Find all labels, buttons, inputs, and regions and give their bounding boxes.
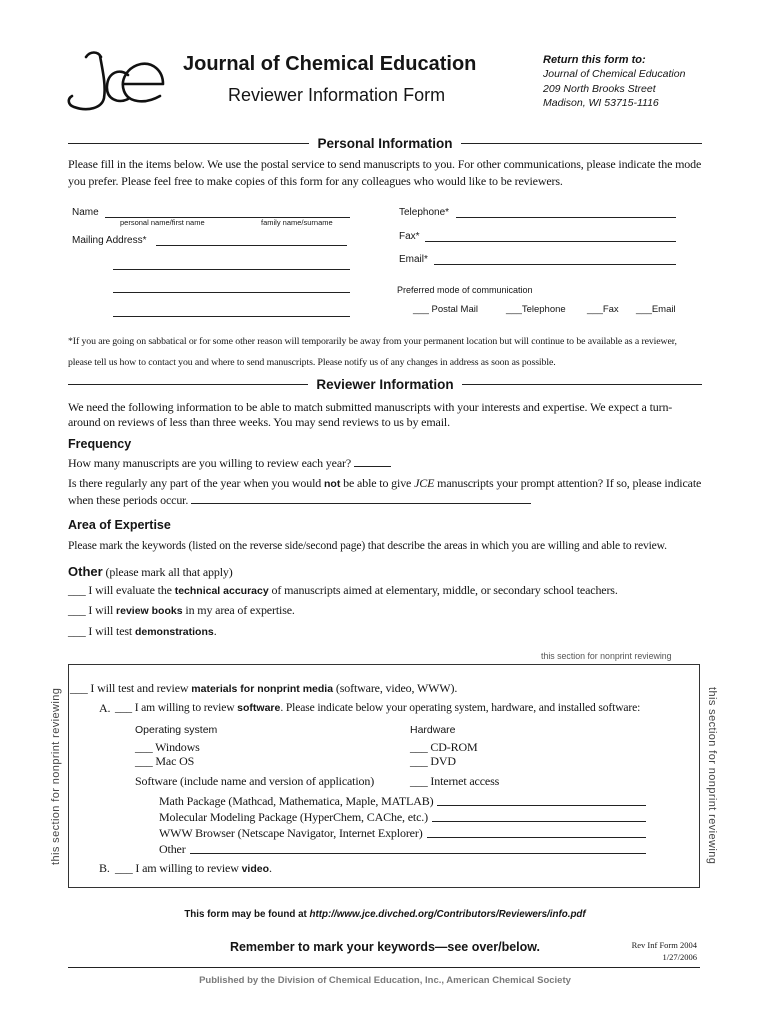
video-review-option[interactable] (115, 860, 272, 877)
q2-text-mid: be able to give (340, 476, 415, 490)
software-row-label: Other (159, 842, 186, 856)
heading-rule-left (68, 143, 309, 144)
other-heading-row (68, 564, 233, 580)
nonprint-bold: materials for nonprint media (191, 683, 334, 695)
os-option-windows[interactable]: ___ Windows (135, 740, 200, 754)
os-option-macos[interactable]: ___ Mac OS (135, 754, 195, 768)
nonprint-text: (software, video, WWW). (333, 681, 458, 695)
video-marker: B. (99, 861, 110, 875)
other-item-demonstrations[interactable] (68, 623, 217, 640)
software-marker: A. (99, 701, 111, 715)
other-item-text: . (213, 624, 217, 638)
nonprint-section-label-top: this section for nonprint reviewing (541, 651, 672, 661)
frequency-heading: Frequency (68, 437, 132, 451)
software-row-label: Molecular Modeling Package (HyperChem, CAChe, etc.) (159, 810, 428, 824)
hardware-option-internet[interactable]: ___ Internet access (410, 774, 500, 788)
other-item-text: in my area of expertise. (182, 603, 295, 617)
reviewer-intro: We need the following information to be able to match submitted manuscripts with your interests and expertise. We expect a turn-around on reviews of less than three weeks. You may send reviews to us by email. (68, 400, 673, 429)
software-bold: software (237, 702, 281, 714)
journal-title: Journal of Chemical Education (183, 53, 477, 75)
reviewer-info-heading (68, 375, 702, 393)
fax-label: Fax* (399, 231, 420, 242)
q2-text-start: Is there regularly any part of the year when you would (68, 476, 324, 490)
personal-info-heading (68, 134, 702, 152)
return-address-line: Madison, WI 53715-1116 (543, 97, 659, 109)
preferred-option-fax[interactable]: ___Fax (587, 304, 619, 315)
heading-rule-left (68, 384, 308, 385)
software-row-molecular (159, 809, 646, 825)
frequency-question-unavailable (68, 476, 702, 508)
revision-label: Rev Inf Form 2004 (631, 940, 697, 950)
hardware-option-cdrom[interactable]: ___ CD-ROM (410, 740, 478, 754)
form-title: Reviewer Information Form (228, 85, 446, 105)
telephone-label: Telephone* (399, 207, 450, 218)
keyword-reminder: Remember to mark your keywords—see over/below. (229, 940, 541, 954)
first-name-hint: personal name/first name (120, 218, 205, 227)
hardware-option-dvd[interactable]: ___ DVD (410, 754, 456, 768)
other-software-field[interactable] (190, 842, 646, 854)
other-item-text: ___ I will evaluate the (68, 583, 175, 597)
email-field[interactable] (434, 252, 676, 265)
reviewer-info-title: Reviewer Information (316, 376, 454, 392)
software-review-option[interactable] (115, 700, 640, 716)
software-row-browser (159, 825, 646, 841)
mailing-address-line-3[interactable] (113, 280, 350, 293)
fax-field[interactable] (425, 229, 676, 242)
nonprint-text: ___ I will test and review (70, 681, 192, 695)
form-url-label: This form may be found at (184, 909, 307, 920)
mailing-address-line-2[interactable] (113, 257, 350, 270)
software-text: ___ I am willing to review (115, 701, 238, 714)
return-address-line: 209 North Brooks Street (543, 83, 656, 95)
name-field[interactable] (105, 205, 350, 218)
q2-bold-not: not (324, 478, 341, 490)
email-label: Email* (399, 254, 428, 265)
family-name-hint: family name/surname (261, 218, 333, 227)
sabbatical-footnote: *If you are going on sabbatical or for some other reason will temporarily be away from your permanent location but will continue to be available as a reviewer, please tell us how to contact you and where to send manuscripts. Please notify us of any changes in address as soon as possible. (68, 336, 677, 368)
mailing-address-field[interactable] (156, 233, 347, 246)
q2-italic-jce: JCE (414, 476, 435, 490)
other-heading: Other (68, 564, 103, 579)
expertise-instructions: Please mark the keywords (listed on the reverse side/second page) that describe the areas in which you are willing and able to review. (68, 539, 667, 552)
operating-system-label: Operating system (135, 724, 218, 736)
software-row-label: Math Package (Mathcad, Mathematica, Maple, MATLAB) (159, 794, 434, 808)
video-bold: video (241, 863, 270, 875)
personal-info-title: Personal Information (317, 135, 453, 151)
jce-logo-graphic (62, 44, 172, 116)
return-address-line: Journal of Chemical Education (543, 68, 686, 80)
other-item-text: of manuscripts aimed at elementary, middle, or secondary school teachers. (268, 583, 618, 597)
web-browser-field[interactable] (427, 826, 646, 838)
nonprint-section-label-left: this section for nonprint reviewing (50, 687, 62, 865)
form-url-line (0, 908, 770, 922)
jce-logo (62, 44, 172, 116)
preferred-option-postal[interactable]: ___ Postal Mail (413, 304, 478, 315)
expertise-heading: Area of Expertise (68, 518, 171, 532)
nonprint-section-label-right: this section for nonprint reviewing (706, 687, 718, 865)
heading-rule-right (462, 384, 702, 385)
heading-rule-right (461, 143, 702, 144)
other-item-bold: demonstrations (134, 626, 214, 638)
hardware-label: Hardware (410, 724, 456, 736)
personal-intro: Please fill in the items below. We use the postal service to send manuscripts to you. For other communications, please indicate the mode you prefer. Please feel free to make copies of this form for any colleagues who would like to be reviewers. (68, 157, 702, 188)
other-item-review-books[interactable] (68, 602, 295, 619)
other-item-text: ___ I will (68, 603, 117, 617)
software-installed-label: Software (include name and version of application) (135, 774, 375, 788)
mailing-address-label: Mailing Address* (72, 235, 147, 246)
q2-text-end: manuscripts your prompt attention? If so, please indicate when these periods occur. (68, 476, 702, 507)
form-url-link[interactable]: http://www.jce.divched.org/Contributors/Reviewers/info.pdf (309, 909, 586, 920)
telephone-field[interactable] (456, 205, 676, 218)
name-label: Name (72, 207, 99, 218)
nonprint-media-option[interactable] (70, 680, 457, 697)
software-row-math (159, 793, 646, 809)
return-to-label: Return this form to: (543, 54, 646, 66)
revision-date: 1/27/2006 (662, 952, 697, 962)
other-item-bold: technical accuracy (174, 585, 269, 597)
preferred-option-email[interactable]: ___Email (636, 304, 676, 315)
video-text: ___ I am willing to review (115, 861, 242, 875)
software-text: . Please indicate below your operating system, hardware, and installed software: (280, 701, 641, 714)
publisher-line: Published by the Division of Chemical Education, Inc., American Chemical Society (199, 975, 571, 986)
frequency-question-count-text: How many manuscripts are you willing to review each year? (68, 456, 352, 470)
other-note: (please mark all that apply) (105, 565, 233, 579)
software-row-other (159, 841, 646, 857)
mailing-address-line-4[interactable] (113, 304, 350, 317)
other-item-bold: review books (116, 605, 183, 617)
video-text: . (269, 861, 272, 875)
software-row-label: WWW Browser (Netscape Navigator, Internet Explorer) (159, 826, 423, 840)
preferred-option-telephone[interactable]: ___Telephone (506, 304, 566, 315)
unavailable-periods-field[interactable] (191, 492, 531, 504)
footer-rule (68, 967, 700, 968)
other-item-technical-accuracy[interactable] (68, 582, 618, 599)
preferred-mode-label: Preferred mode of communication (397, 285, 533, 295)
molecular-modeling-field[interactable] (432, 810, 646, 822)
frequency-question-count (68, 455, 391, 471)
other-item-text: ___ I will test (68, 624, 135, 638)
math-package-field[interactable] (437, 794, 646, 806)
manuscripts-per-year-field[interactable] (354, 455, 391, 467)
